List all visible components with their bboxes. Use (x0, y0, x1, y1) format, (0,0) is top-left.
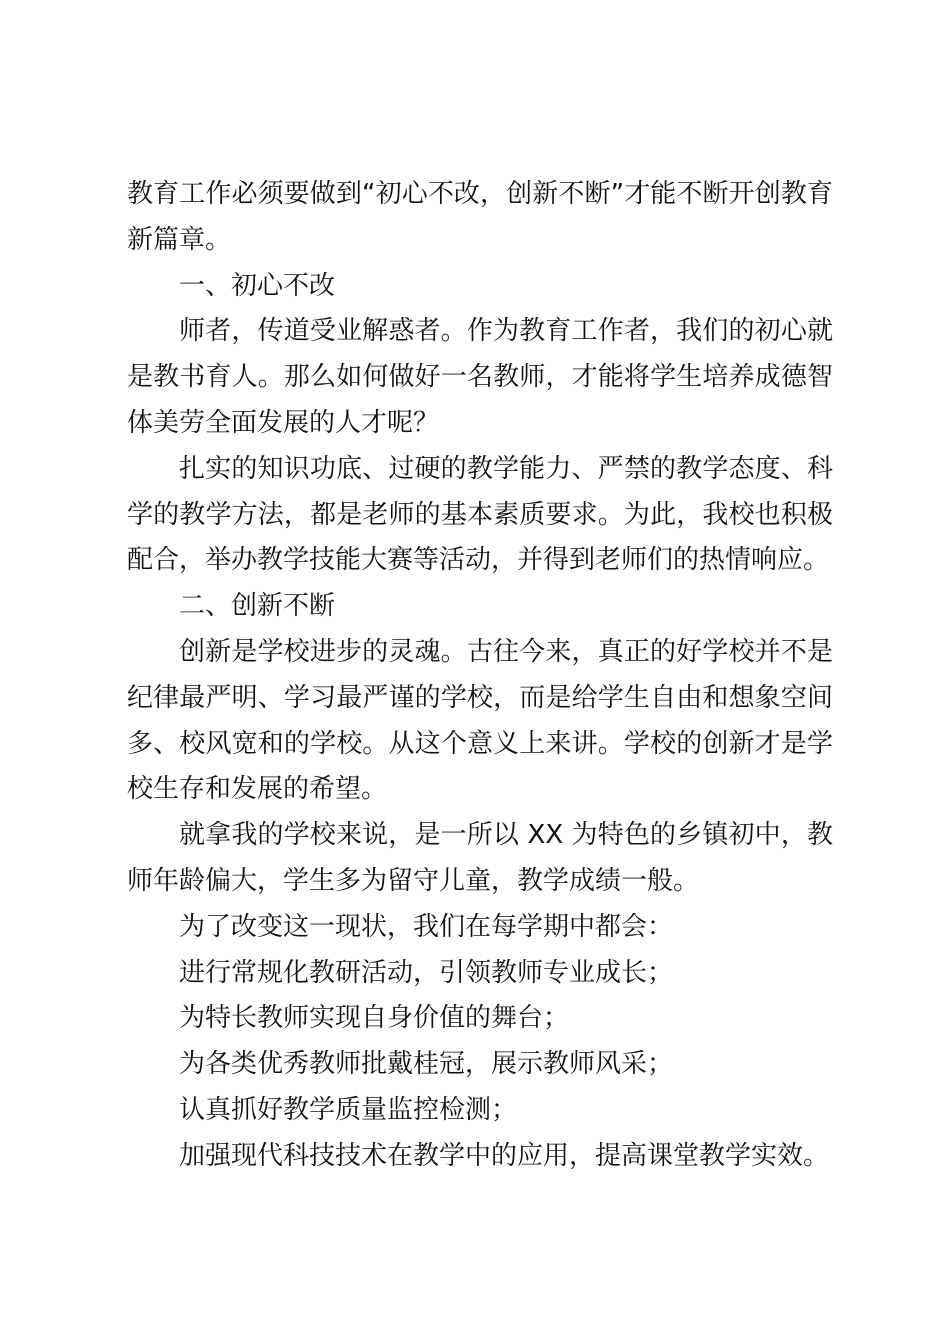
list-item: 为各类优秀教师批戴桂冠，展示教师风采； (179, 1049, 674, 1080)
list-item: 进行常规化教研活动，引领教师专业成长； (179, 957, 674, 988)
intro-paragraph: 教育工作必须要做到“初心不改，创新不断”才能不断开创教育新篇章。 (127, 179, 833, 255)
section2-paragraph: 就拿我的学校来说，是一所以 XX 为特色的乡镇初中，教师年龄偏大，学生多为留守儿童，教学成绩一般。 (127, 820, 833, 896)
document-body (127, 172, 833, 1180)
section1-paragraph: 扎实的知识功底、过硬的教学能力、严禁的教学态度、科学的教学方法，都是老师的基本素质要求。为此，我校也积极配合，举办教学技能大赛等活动，并得到老师们的热情响应。 (127, 453, 833, 576)
list-item: 为特长教师实现自身价值的舞台； (179, 1003, 570, 1034)
list-item: 加强现代科技技术在教学中的应用，提高课堂教学实效。 (179, 1140, 830, 1171)
section2-paragraph: 为了改变这一现状，我们在每学期中都会： (179, 911, 674, 942)
section1-paragraph: 师者，传道受业解惑者。作为教育工作者，我们的初心就是教书育人。那么如何做好一名教师，才能将学生培养成德智体美劳全面发展的人才呢？ (127, 316, 833, 438)
section-heading-2: 二、创新不断 (179, 591, 336, 622)
section-heading-1: 一、初心不改 (179, 270, 336, 301)
list-item: 认真抓好教学质量监控检测； (179, 1094, 518, 1125)
section2-paragraph: 创新是学校进步的灵魂。古往今来，真正的好学校并不是纪律最严明、学习最严谨的学校，而是给学生自由和想象空间多、校风宽和的学校。从这个意义上来讲。学校的创新才是学校生存和发展的希望。 (127, 636, 833, 805)
